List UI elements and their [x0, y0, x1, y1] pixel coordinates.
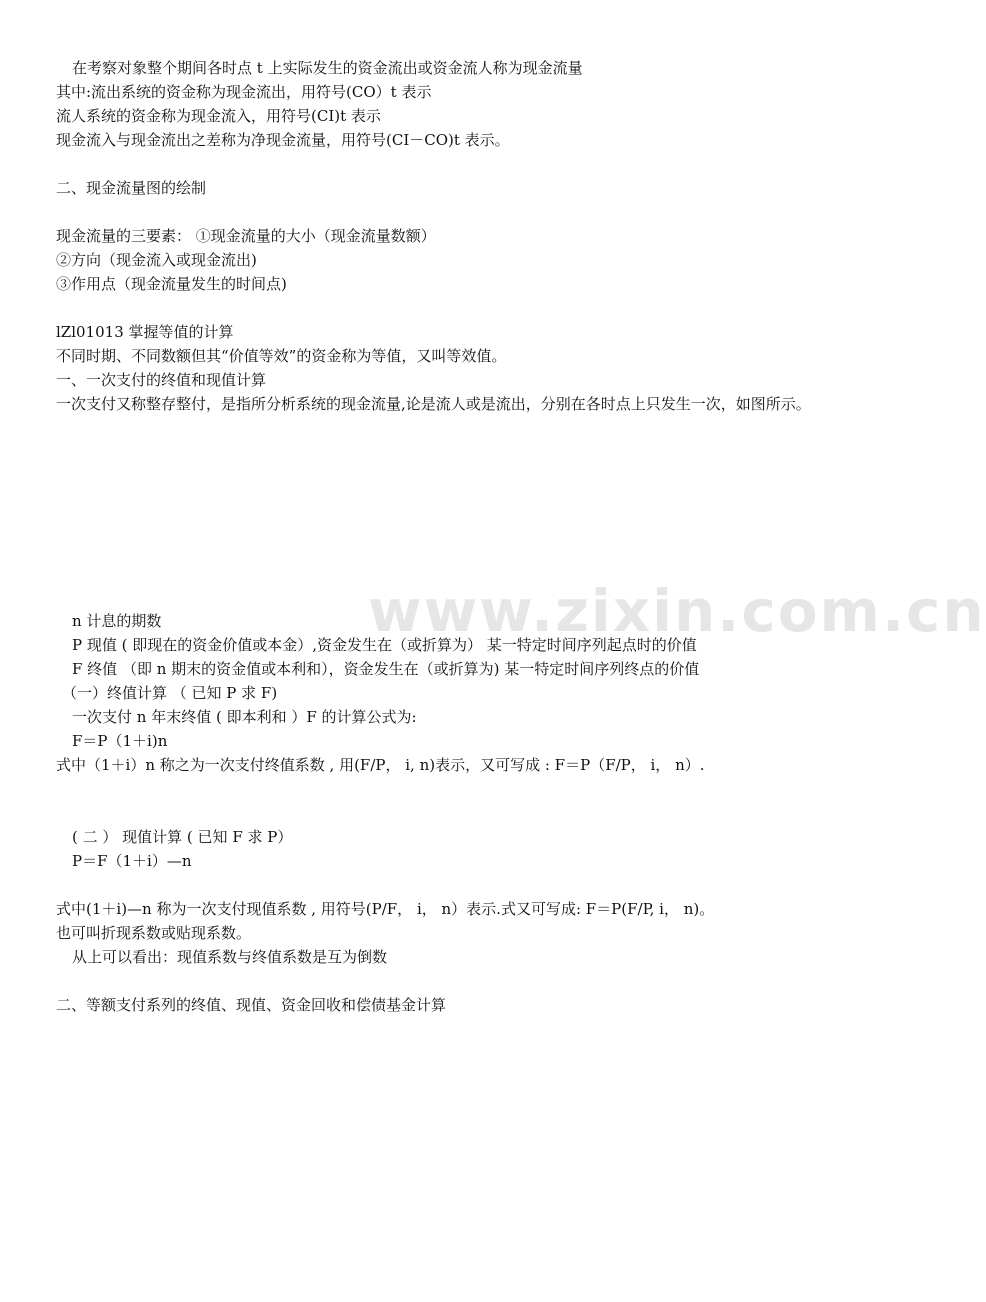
text-line-equivalent-definition: 不同时期、不同数额但其“价值等效”的资金称为等值，又叫等效值。: [56, 347, 507, 365]
text-line-discount-factor: 也可叫折现系数或贴现系数。: [56, 924, 252, 942]
subheading-future-value-calculation: （一）终值计算 （ 已知 P 求 F): [62, 684, 278, 702]
paragraph-cash-flow-definition: 在考察对象整个期间各时点 t 上实际发生的资金流出或资金流人称为现金流量: [72, 59, 583, 77]
watermark: www.zixin.com.cn: [368, 577, 986, 645]
section-heading-single-payment: 一、一次支付的终值和现值计算: [56, 371, 267, 389]
section-heading-cash-flow-diagram: 二、现金流量图的绘制: [56, 179, 207, 197]
section-heading-equivalent-value: lZl01013 掌握等值的计算: [56, 323, 234, 341]
formula-present-value: P＝F（1＋i）—n: [72, 852, 192, 870]
text-line-future-value: F 终值 （即 n 期末的资金值或本利和），资金发生在（或折算为) 某一特定时间序列终点的价值: [72, 660, 700, 678]
text-line-single-payment-definition: 一次支付又称整存整付，是指所分析系统的现金流量,论是流人或是流出，分别在各时点上只发生一次，如图所示。: [56, 395, 811, 413]
text-line-point-of-action: ③作用点（现金流量发生的时间点): [56, 275, 287, 293]
text-line-direction: ②方向（现金流入或现金流出): [56, 251, 257, 269]
text-line-present-value-factor: 式中(1＋i)—n 称为一次支付现值系数 , 用符号(P/F， i， n）表示.式又可写成: F＝P(F/P, i， n)。: [56, 900, 715, 918]
text-line-n-periods: n 计息的期数: [72, 612, 162, 630]
text-line-three-elements: 现金流量的三要素： ①现金流量的大小（现金流量数额）: [56, 227, 436, 245]
text-line-future-value-factor: 式中（1＋i）n 称之为一次支付终值系数 , 用(F/P， i, n)表示，又可写成 : F＝P（F/P， i， n）.: [56, 756, 705, 774]
text-line-net-cash-flow: 现金流入与现金流出之差称为净现金流量，用符号(CI－CO)t 表示。: [56, 131, 510, 149]
text-line-reciprocal-note: 从上可以看出：现值系数与终值系数是互为倒数: [72, 948, 388, 966]
subheading-present-value-calculation: ( 二 ） 现值计算 ( 已知 F 求 P）: [72, 828, 293, 846]
section-heading-annuity-series: 二、等额支付系列的终值、现值、资金回收和偿债基金计算: [56, 996, 447, 1014]
text-line-cash-outflow: 其中:流出系统的资金称为现金流出，用符号(CO）t 表示: [56, 83, 432, 101]
text-line-present-value: P 现值 ( 即现在的资金价值或本金）,资金发生在（或折算为） 某一特定时间序列起点时的价值: [72, 636, 697, 654]
text-line-future-value-formula-intro: 一次支付 n 年末终值 ( 即本利和 ）F 的计算公式为:: [72, 708, 417, 726]
formula-future-value: F＝P（1＋i)n: [72, 732, 168, 750]
text-line-cash-inflow: 流人系统的资金称为现金流入，用符号(CI)t 表示: [56, 107, 381, 125]
